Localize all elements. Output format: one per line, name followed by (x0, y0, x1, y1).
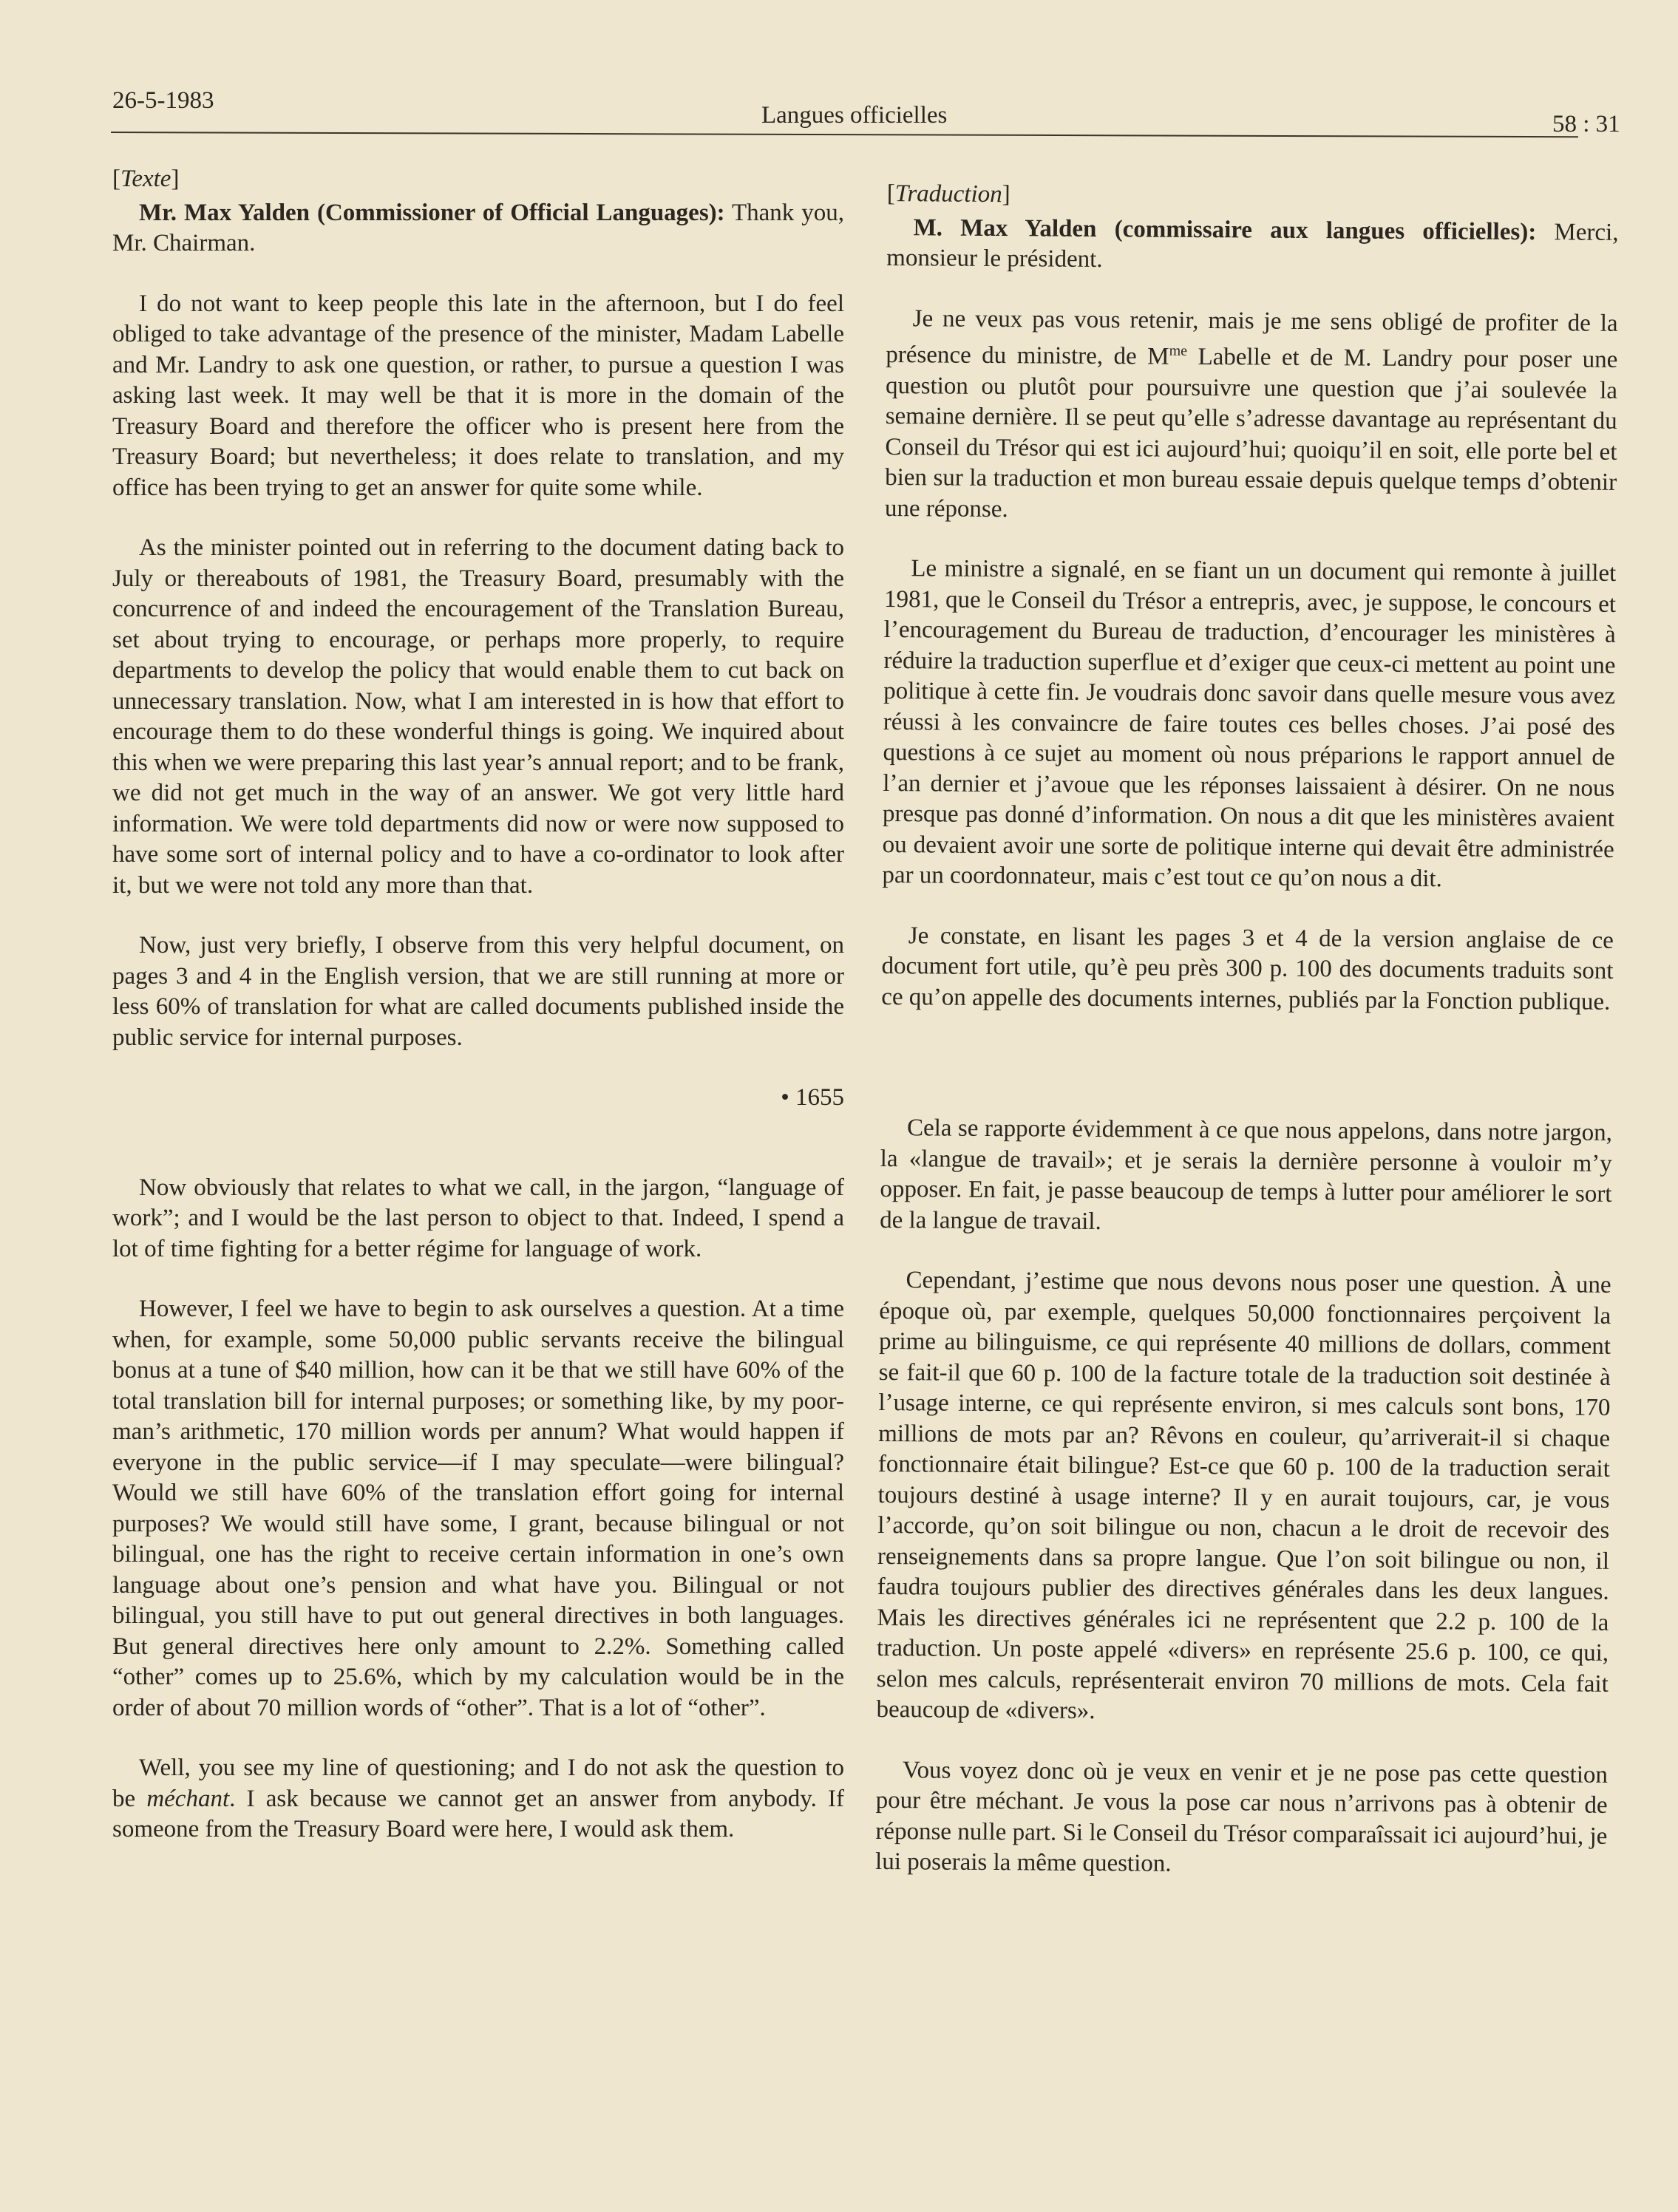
french-paragraph-2: Le ministre a signalé, en se fiant un un document qui remonte à juillet 1981, que le Conseil du Trésor a entrepris, avec, je suppose, le concours et l’encouragement du Bureau de traduction, d’encourager les ministères à réduire la traduction superflue et d’exiger que ceux-ci mettent au point une politique à cette fin. Je voudrais donc savoir dans quelle mesure vous avez réussi à les convaincre de faire toutes ces belles choses. J’ai posé des questions à ce sujet au moment où nous préparions le rapport annuel de l’an dernier et j’avoue que les réponses laissaient à désirer. On ne nous presque pas donné d’information. On nous a dit que les ministères avaient ou devaient avoir une sorte de politique interne qui devait être administrée par un coordonnateur, mais c’est tout ce qu’on nous a dit. (882, 555, 1617, 893)
english-opening: Thank you, Mr. Chairman. (112, 199, 844, 256)
header-date: 26-5-1983 (112, 87, 214, 114)
english-paragraph-5: However, I feel we have to begin to ask ourselves a question. At a time when, for example, some 50,000 public servants receive the bilingual bonus at a tune of $40 million, how can it be that we still have 60% of the total translation bill for internal purposes; or something like, by my poor-man’s arithmetic, 170 million words per annum? What would happen if everyone in the public service—if I may speculate—were bilingual? Would we still have 60% of the translation effort going for internal purposes? We would still have some, I grant, because bilingual or not bilingual, one has the right to receive certain information in one’s own language about one’s pension and what have you. Bilingual or not bilingual, you still have to put out general directives in both languages. But general directives here only amount to 2.2%. Something called “other” comes up to 25.6%, which by my calculation would be in the order of about 70 million words of “other”. That is a lot of “other”. (112, 1296, 844, 1721)
english-paragraph-1: I do not want to keep people this late in the afternoon, but I do feel obliged to take advantage of the presence of the minister, Madam Labelle and Mr. Landry to ask one question, or rather, to pursue a question I was asking last week. It may well be that it is more in the domain of the Treasury Board and therefore the officer who is present here from the Treasury Board; but nevertheless; it does relate to translation, and my office has been trying to get an answer for quite some while. (112, 290, 844, 501)
french-gap (880, 1042, 1613, 1118)
french-column (875, 179, 1619, 1912)
emphasis-mechant: méchant (146, 1785, 230, 1812)
french-paragraph-1: Je ne veux pas vous retenir, mais je me sens obligé de profiter de la présence du ministre, de $M^{me}$ Labelle et de M. Landry pour poser une question ou plutôt pour poursuivre une question que j’ai soulevée la semaine dernière. Il se peut qu’elle s’adresse davantage au représentant du Conseil du Trésor qui est ici aujourd’hui; quoiqu’il en soit, elle porte bel et bien sur la traduction et mon bureau essaie depuis quelque temps d’obtenir une réponse. (884, 304, 1618, 523)
header-page-number: 58 : 31 (1552, 111, 1620, 137)
french-opening: Merci, monsieur le président. (886, 218, 1619, 273)
french-paragraph-4: Cela se rapporte évidemment à ce que nous appelons, dans notre jargon, la «langue de travail»; et je serais la dernière personne à vouloir m’y opposer. En fait, je passe beaucoup de temps à lutter pour améliorer le sort de la langue de travail. (880, 1114, 1613, 1235)
french-paragraph-3: Je constate, en lisant les pages 3 et 4 de la version anglaise de ce document fort utile, qu’è peu près 300 p. 100 des documents traduits sont ce qu’on appelle des documents internes, publiés par la Fonction publique. (881, 922, 1614, 1015)
french-speaker: M. Max Yalden (commissaire aux langues officielles): (913, 214, 1537, 245)
header-title: Langues officielles (761, 102, 948, 129)
header-rule (111, 132, 1578, 137)
english-paragraph-2: As the minister pointed out in referring to the document dating back to July or thereabouts of 1981, the Treasury Board, presumably with the concurrence of and indeed the encouragement of the Translation Bureau, set about trying to encourage, or perhaps more properly, to require departments to develop the policy that would enable them to cut back on unnecessary translation. Now, what I am interested in is how that effort to encourage them to do these wonderful things is going. We inquired about this when we were preparing this last year’s annual report; and to be frank, we did not get much in the way of an answer. We got very little hard information. We were told departments did now or were now supposed to have some sort of internal policy and to have a co-ordinator to look after it, but we were not told any more than that. (112, 534, 844, 899)
english-paragraph-6: Well, you see my line of questioning; and I do not ask the question to be méchant. I ask because we cannot get an answer from anybody. If someone from the Treasury Board were here, I would ask them. (112, 1755, 844, 1842)
time-marker: • 1655 (781, 1084, 844, 1111)
french-paragraph-6: Vous voyez donc où je veux en venir et je ne pose pas cette question pour être méchant. Je vous la pose car nous n’arrivons pas à obtenir de réponse nulle part. Si le Conseil du Trésor comparaîssait ici aujourd’hui, je lui poserais la même question. (874, 1756, 1609, 1877)
english-column (112, 164, 844, 1875)
english-section-tag: [Texte] (112, 166, 180, 192)
english-speaker: Mr. Max Yalden (Commissioner of Official Languages): (139, 199, 725, 226)
french-speaker-paragraph (886, 212, 1619, 279)
french-paragraph-5: Cependant, j’estime que nous devons nous poser une question. À une époque où, par exemple, quelques 50,000 fonctionnaires perçoivent la prime au bilinguisme, ce qui représente 40 millions de dollars, comment se fait-il que 60 p. 100 de la facture totale de la traduction soit destinée à l’usage interne, ce qui représente environ, si mes calculs sont bons, 170 millions de mots par an? Rêvons en couleur, qu’arriverait-il si chaque fonctionnaire était bilingue? Est-ce que 60 p. 100 de la traduction serait toujours destiné à usage interne? Il y en aurait toujours, car, je vous l’accorde, qu’on soit bilingue ou non, chacun a le droit de recevoir des renseignements dans sa propre langue. Que l’on soit bilingue ou non, il faudra toujours publier des directives générales dans les deux langues. Mais les directives générales ici ne représentent que 2.2 p. 100 de la traduction. Un poste appelé «divers» en représente 25.6 p. 100, ce qui, selon mes calculs, représenterait environ 70 millions de mots. Cela fait beaucoup de «divers». (876, 1267, 1611, 1725)
english-paragraph-3: Now, just very briefly, I observe from this very helpful document, on pages 3 and 4 in the English version, that we are still running at more or less 60% of translation for what are called documents published inside the public service for internal purposes. (112, 932, 844, 1051)
english-paragraph-4: Now obviously that relates to what we call, in the jargon, “language of work”; and I would be the last person to object to that. Indeed, I spend a lot of time fighting for a better régime for language of work. (112, 1174, 844, 1262)
english-speaker-paragraph (112, 198, 844, 259)
french-section-tag: [Traduction] (886, 180, 1010, 208)
